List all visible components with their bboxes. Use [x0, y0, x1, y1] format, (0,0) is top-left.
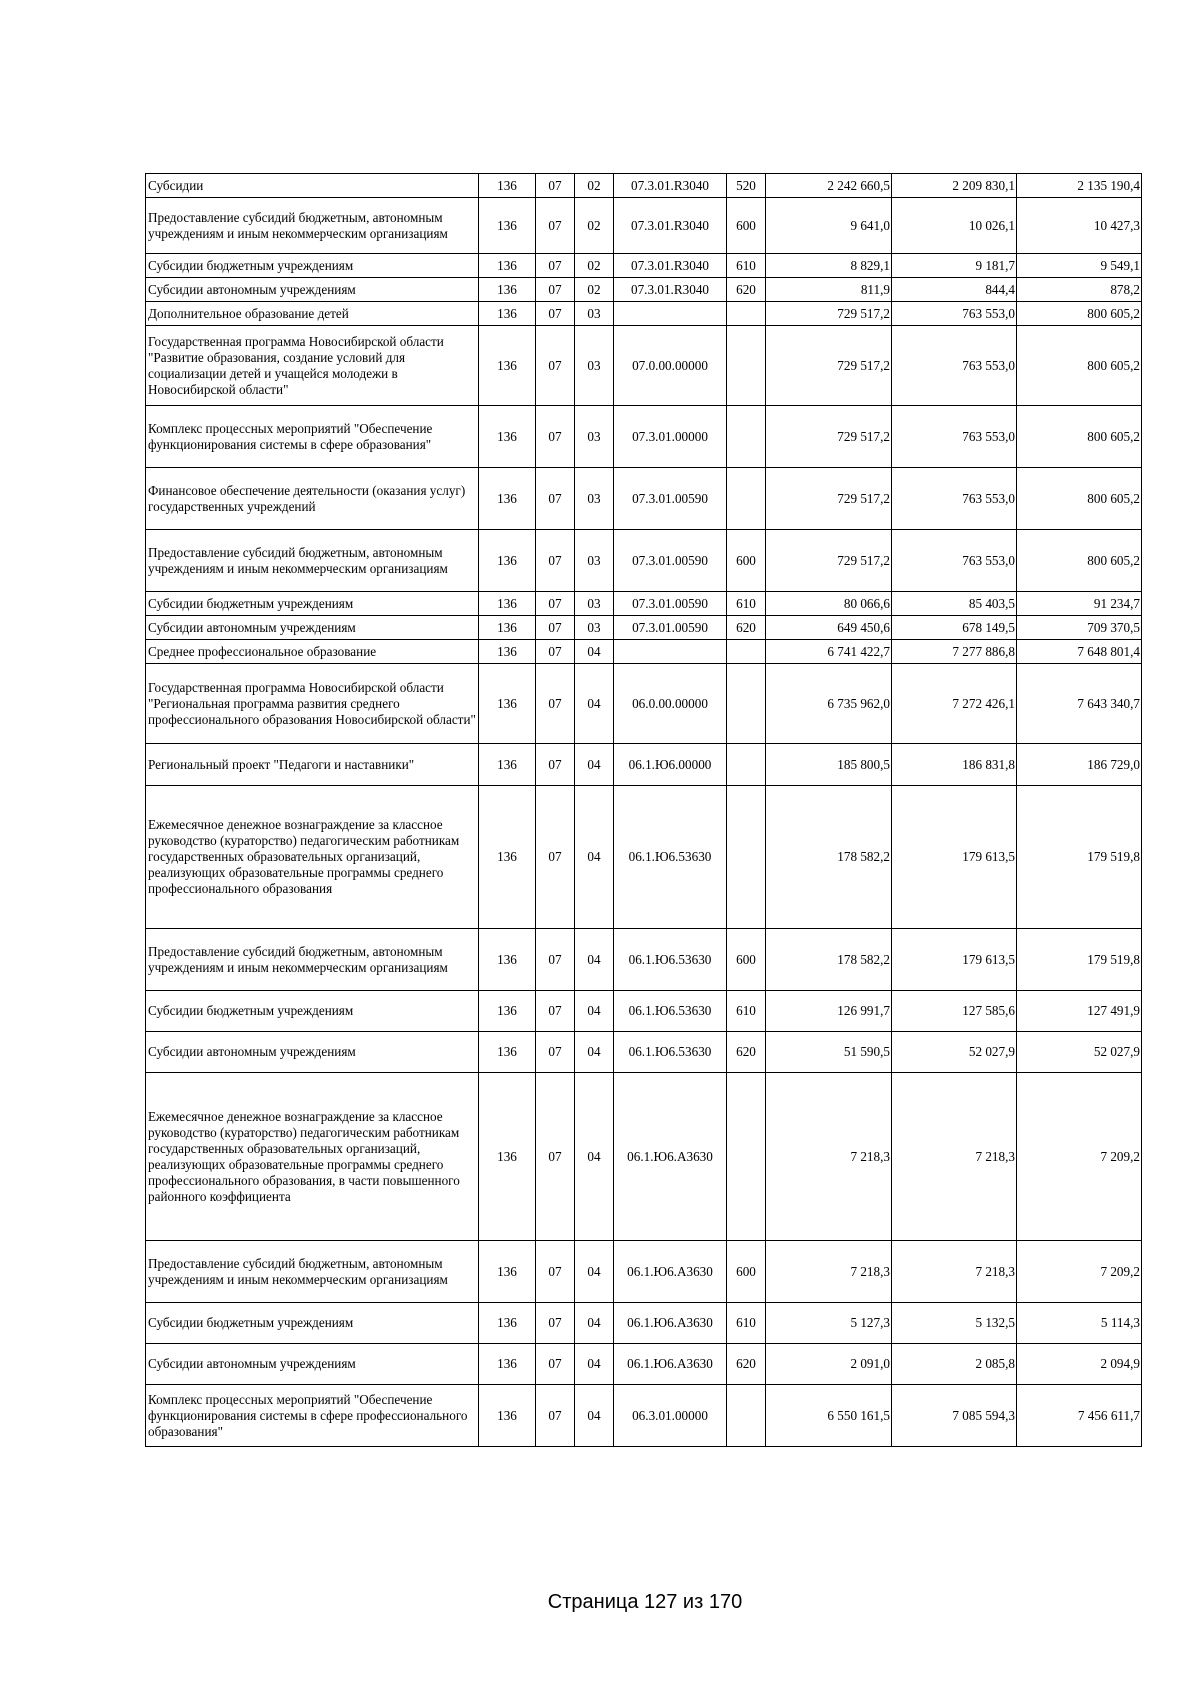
cell-name: Дополнительное образование детей	[146, 302, 479, 326]
cell-subsection: 02	[575, 174, 614, 198]
cell-target-article: 06.1.Ю6.А3630	[614, 1073, 727, 1241]
cell-target-article: 07.3.01.R3040	[614, 278, 727, 302]
cell-target-article: 07.3.01.R3040	[614, 198, 727, 254]
cell-subsection: 04	[575, 1032, 614, 1073]
cell-ved: 136	[479, 1241, 536, 1303]
cell-ved: 136	[479, 530, 536, 592]
cell-name: Предоставление субсидий бюджетным, автономным учреждениям и иным некоммерческим организациям	[146, 1241, 479, 1303]
cell-expense-type	[727, 326, 766, 406]
cell-target-article: 07.0.00.00000	[614, 326, 727, 406]
cell-subsection: 03	[575, 530, 614, 592]
cell-target-article: 06.1.Ю6.53630	[614, 1032, 727, 1073]
cell-ved: 136	[479, 786, 536, 929]
cell-section: 07	[536, 406, 575, 468]
cell-amount-year3: 2 094,9	[1017, 1344, 1142, 1385]
cell-section: 07	[536, 664, 575, 744]
cell-amount-year3: 800 605,2	[1017, 302, 1142, 326]
cell-ved: 136	[479, 302, 536, 326]
cell-amount-year3: 9 549,1	[1017, 254, 1142, 278]
cell-section: 07	[536, 278, 575, 302]
cell-amount-year2: 763 553,0	[892, 326, 1017, 406]
cell-expense-type: 610	[727, 592, 766, 616]
cell-ved: 136	[479, 1303, 536, 1344]
cell-amount-year3: 7 209,2	[1017, 1073, 1142, 1241]
cell-amount-year1: 2 242 660,5	[766, 174, 892, 198]
cell-section: 07	[536, 1241, 575, 1303]
cell-subsection: 04	[575, 1073, 614, 1241]
cell-amount-year1: 729 517,2	[766, 406, 892, 468]
cell-amount-year3: 10 427,3	[1017, 198, 1142, 254]
cell-amount-year2: 2 085,8	[892, 1344, 1017, 1385]
cell-target-article	[614, 302, 727, 326]
cell-amount-year3: 7 648 801,4	[1017, 640, 1142, 664]
cell-ved: 136	[479, 174, 536, 198]
cell-subsection: 02	[575, 254, 614, 278]
cell-section: 07	[536, 1344, 575, 1385]
cell-amount-year3: 800 605,2	[1017, 406, 1142, 468]
cell-expense-type	[727, 786, 766, 929]
cell-ved: 136	[479, 640, 536, 664]
cell-subsection: 04	[575, 1303, 614, 1344]
cell-target-article: 06.1.Ю6.53630	[614, 786, 727, 929]
cell-target-article: 06.1.Ю6.00000	[614, 744, 727, 786]
cell-name: Среднее профессиональное образование	[146, 640, 479, 664]
table-row	[146, 991, 1142, 1032]
cell-amount-year2: 5 132,5	[892, 1303, 1017, 1344]
cell-amount-year2: 678 149,5	[892, 616, 1017, 640]
cell-target-article: 07.3.01.00590	[614, 530, 727, 592]
table-row	[146, 592, 1142, 616]
cell-ved: 136	[479, 278, 536, 302]
cell-expense-type: 610	[727, 254, 766, 278]
cell-expense-type	[727, 664, 766, 744]
cell-name: Региональный проект "Педагоги и наставники"	[146, 744, 479, 786]
cell-amount-year2: 7 218,3	[892, 1073, 1017, 1241]
cell-target-article: 06.1.Ю6.53630	[614, 991, 727, 1032]
cell-amount-year2: 179 613,5	[892, 929, 1017, 991]
cell-amount-year1: 729 517,2	[766, 302, 892, 326]
cell-target-article: 06.1.Ю6.53630	[614, 929, 727, 991]
cell-ved: 136	[479, 326, 536, 406]
cell-ved: 136	[479, 991, 536, 1032]
cell-amount-year2: 7 218,3	[892, 1241, 1017, 1303]
cell-expense-type	[727, 744, 766, 786]
cell-expense-type: 620	[727, 1344, 766, 1385]
table-row	[146, 1303, 1142, 1344]
table-row	[146, 1032, 1142, 1073]
cell-section: 07	[536, 640, 575, 664]
cell-amount-year1: 178 582,2	[766, 786, 892, 929]
cell-name: Государственная программа Новосибирской области "Региональная программа развития среднего профессионального образования Новосибирской области"	[146, 664, 479, 744]
cell-section: 07	[536, 198, 575, 254]
cell-section: 07	[536, 1303, 575, 1344]
cell-amount-year3: 5 114,3	[1017, 1303, 1142, 1344]
cell-amount-year1: 80 066,6	[766, 592, 892, 616]
cell-amount-year3: 179 519,8	[1017, 929, 1142, 991]
cell-amount-year1: 6 741 422,7	[766, 640, 892, 664]
cell-section: 07	[536, 468, 575, 530]
cell-target-article: 06.1.Ю6.А3630	[614, 1241, 727, 1303]
cell-ved: 136	[479, 1344, 536, 1385]
cell-section: 07	[536, 174, 575, 198]
cell-expense-type	[727, 1385, 766, 1447]
cell-subsection: 02	[575, 198, 614, 254]
cell-subsection: 04	[575, 991, 614, 1032]
cell-amount-year3: 7 456 611,7	[1017, 1385, 1142, 1447]
cell-expense-type: 620	[727, 616, 766, 640]
cell-amount-year3: 7 209,2	[1017, 1241, 1142, 1303]
cell-name: Предоставление субсидий бюджетным, автономным учреждениям и иным некоммерческим организациям	[146, 530, 479, 592]
cell-expense-type: 600	[727, 530, 766, 592]
cell-section: 07	[536, 326, 575, 406]
table-row	[146, 254, 1142, 278]
cell-expense-type	[727, 302, 766, 326]
cell-amount-year2: 844,4	[892, 278, 1017, 302]
table-row	[146, 1073, 1142, 1241]
cell-amount-year1: 649 450,6	[766, 616, 892, 640]
cell-amount-year1: 7 218,3	[766, 1241, 892, 1303]
cell-amount-year3: 179 519,8	[1017, 786, 1142, 929]
cell-amount-year1: 729 517,2	[766, 468, 892, 530]
cell-section: 07	[536, 530, 575, 592]
cell-amount-year1: 126 991,7	[766, 991, 892, 1032]
cell-amount-year1: 2 091,0	[766, 1344, 892, 1385]
cell-ved: 136	[479, 744, 536, 786]
cell-target-article	[614, 640, 727, 664]
cell-subsection: 04	[575, 640, 614, 664]
table-body	[146, 174, 1142, 1447]
cell-section: 07	[536, 744, 575, 786]
cell-ved: 136	[479, 616, 536, 640]
cell-section: 07	[536, 786, 575, 929]
cell-amount-year2: 763 553,0	[892, 468, 1017, 530]
cell-amount-year3: 186 729,0	[1017, 744, 1142, 786]
table-row	[146, 1241, 1142, 1303]
cell-name: Предоставление субсидий бюджетным, автономным учреждениям и иным некоммерческим организациям	[146, 929, 479, 991]
cell-target-article: 06.1.Ю6.А3630	[614, 1344, 727, 1385]
cell-name: Комплекс процессных мероприятий "Обеспечение функционирования системы в сфере образования"	[146, 406, 479, 468]
cell-name: Субсидии автономным учреждениям	[146, 1032, 479, 1073]
cell-name: Субсидии	[146, 174, 479, 198]
cell-expense-type: 610	[727, 1303, 766, 1344]
table-row	[146, 198, 1142, 254]
cell-name: Предоставление субсидий бюджетным, автономным учреждениям и иным некоммерческим организациям	[146, 198, 479, 254]
cell-section: 07	[536, 254, 575, 278]
cell-expense-type: 620	[727, 1032, 766, 1073]
cell-amount-year3: 52 027,9	[1017, 1032, 1142, 1073]
cell-name: Субсидии бюджетным учреждениям	[146, 592, 479, 616]
table-row	[146, 640, 1142, 664]
cell-subsection: 03	[575, 326, 614, 406]
cell-name: Субсидии бюджетным учреждениям	[146, 1303, 479, 1344]
cell-subsection: 04	[575, 664, 614, 744]
cell-amount-year3: 709 370,5	[1017, 616, 1142, 640]
cell-subsection: 04	[575, 929, 614, 991]
cell-name: Субсидии бюджетным учреждениям	[146, 991, 479, 1032]
cell-target-article: 07.3.01.R3040	[614, 254, 727, 278]
cell-ved: 136	[479, 1385, 536, 1447]
cell-subsection: 04	[575, 1344, 614, 1385]
cell-amount-year2: 2 209 830,1	[892, 174, 1017, 198]
cell-ved: 136	[479, 1073, 536, 1241]
cell-expense-type	[727, 640, 766, 664]
cell-amount-year2: 52 027,9	[892, 1032, 1017, 1073]
cell-target-article: 07.3.01.00000	[614, 406, 727, 468]
cell-amount-year1: 729 517,2	[766, 326, 892, 406]
cell-section: 07	[536, 616, 575, 640]
page-number: Страница 127 из 170	[547, 1591, 743, 1613]
cell-amount-year2: 7 277 886,8	[892, 640, 1017, 664]
table-row	[146, 929, 1142, 991]
cell-amount-year2: 763 553,0	[892, 406, 1017, 468]
cell-target-article: 06.0.00.00000	[614, 664, 727, 744]
table-row	[146, 616, 1142, 640]
cell-expense-type	[727, 1073, 766, 1241]
cell-amount-year2: 7 085 594,3	[892, 1385, 1017, 1447]
cell-amount-year2: 763 553,0	[892, 302, 1017, 326]
table-row	[146, 530, 1142, 592]
cell-expense-type	[727, 468, 766, 530]
cell-name: Субсидии бюджетным учреждениям	[146, 254, 479, 278]
cell-ved: 136	[479, 929, 536, 991]
cell-target-article: 06.1.Ю6.А3630	[614, 1303, 727, 1344]
table-row	[146, 664, 1142, 744]
cell-amount-year3: 127 491,9	[1017, 991, 1142, 1032]
cell-amount-year2: 10 026,1	[892, 198, 1017, 254]
cell-amount-year2: 186 831,8	[892, 744, 1017, 786]
cell-amount-year1: 7 218,3	[766, 1073, 892, 1241]
cell-subsection: 04	[575, 786, 614, 929]
cell-amount-year1: 729 517,2	[766, 530, 892, 592]
cell-expense-type: 600	[727, 198, 766, 254]
cell-subsection: 03	[575, 302, 614, 326]
cell-ved: 136	[479, 1032, 536, 1073]
cell-expense-type: 600	[727, 929, 766, 991]
cell-amount-year3: 800 605,2	[1017, 468, 1142, 530]
cell-target-article: 07.3.01.00590	[614, 592, 727, 616]
cell-expense-type: 620	[727, 278, 766, 302]
cell-section: 07	[536, 1385, 575, 1447]
cell-section: 07	[536, 991, 575, 1032]
cell-name: Субсидии автономным учреждениям	[146, 616, 479, 640]
cell-ved: 136	[479, 592, 536, 616]
cell-subsection: 04	[575, 1241, 614, 1303]
cell-amount-year3: 91 234,7	[1017, 592, 1142, 616]
cell-amount-year1: 6 735 962,0	[766, 664, 892, 744]
cell-amount-year2: 7 272 426,1	[892, 664, 1017, 744]
cell-section: 07	[536, 1032, 575, 1073]
cell-amount-year1: 185 800,5	[766, 744, 892, 786]
cell-amount-year2: 127 585,6	[892, 991, 1017, 1032]
cell-amount-year1: 6 550 161,5	[766, 1385, 892, 1447]
budget-table	[145, 173, 1142, 1447]
cell-amount-year3: 7 643 340,7	[1017, 664, 1142, 744]
cell-target-article: 06.3.01.00000	[614, 1385, 727, 1447]
cell-subsection: 03	[575, 406, 614, 468]
cell-expense-type: 520	[727, 174, 766, 198]
cell-name: Ежемесячное денежное вознаграждение за классное руководство (кураторство) педагогическим работникам государственных образовательных организаций, реализующих образовательные программы среднего профессионального образования, в части повышенного районного коэффициента	[146, 1073, 479, 1241]
cell-amount-year1: 5 127,3	[766, 1303, 892, 1344]
cell-subsection: 03	[575, 616, 614, 640]
cell-ved: 136	[479, 406, 536, 468]
cell-amount-year3: 878,2	[1017, 278, 1142, 302]
cell-name: Субсидии автономным учреждениям	[146, 1344, 479, 1385]
cell-target-article: 07.3.01.00590	[614, 468, 727, 530]
cell-expense-type: 610	[727, 991, 766, 1032]
cell-name: Ежемесячное денежное вознаграждение за классное руководство (кураторство) педагогическим работникам государственных образовательных организаций, реализующих образовательные программы среднего профессионального образования	[146, 786, 479, 929]
table-row	[146, 744, 1142, 786]
cell-expense-type: 600	[727, 1241, 766, 1303]
table-row	[146, 406, 1142, 468]
cell-ved: 136	[479, 664, 536, 744]
cell-ved: 136	[479, 198, 536, 254]
cell-section: 07	[536, 1073, 575, 1241]
table-row	[146, 174, 1142, 198]
cell-ved: 136	[479, 254, 536, 278]
cell-name: Субсидии автономным учреждениям	[146, 278, 479, 302]
cell-section: 07	[536, 302, 575, 326]
table-row	[146, 326, 1142, 406]
cell-amount-year3: 800 605,2	[1017, 530, 1142, 592]
cell-subsection: 03	[575, 592, 614, 616]
cell-subsection: 03	[575, 468, 614, 530]
table-row	[146, 468, 1142, 530]
table-row	[146, 302, 1142, 326]
cell-amount-year1: 51 590,5	[766, 1032, 892, 1073]
cell-amount-year1: 178 582,2	[766, 929, 892, 991]
table-row	[146, 1385, 1142, 1447]
table-row	[146, 1344, 1142, 1385]
cell-target-article: 07.3.01.00590	[614, 616, 727, 640]
cell-amount-year2: 179 613,5	[892, 786, 1017, 929]
cell-amount-year1: 811,9	[766, 278, 892, 302]
cell-section: 07	[536, 929, 575, 991]
cell-amount-year3: 800 605,2	[1017, 326, 1142, 406]
cell-amount-year2: 9 181,7	[892, 254, 1017, 278]
cell-subsection: 04	[575, 744, 614, 786]
table-row	[146, 278, 1142, 302]
cell-amount-year1: 9 641,0	[766, 198, 892, 254]
cell-subsection: 04	[575, 1385, 614, 1447]
cell-section: 07	[536, 592, 575, 616]
table-row	[146, 786, 1142, 929]
cell-ved: 136	[479, 468, 536, 530]
cell-name: Финансовое обеспечение деятельности (оказания услуг) государственных учреждений	[146, 468, 479, 530]
cell-amount-year3: 2 135 190,4	[1017, 174, 1142, 198]
cell-name: Государственная программа Новосибирской области "Развитие образования, создание условий для социализации детей и учащейся молодежи в Новосибирской области"	[146, 326, 479, 406]
cell-subsection: 02	[575, 278, 614, 302]
cell-amount-year1: 8 829,1	[766, 254, 892, 278]
cell-amount-year2: 85 403,5	[892, 592, 1017, 616]
cell-expense-type	[727, 406, 766, 468]
cell-target-article: 07.3.01.R3040	[614, 174, 727, 198]
cell-amount-year2: 763 553,0	[892, 530, 1017, 592]
cell-name: Комплекс процессных мероприятий "Обеспечение функционирования системы в сфере профессионального образования"	[146, 1385, 479, 1447]
